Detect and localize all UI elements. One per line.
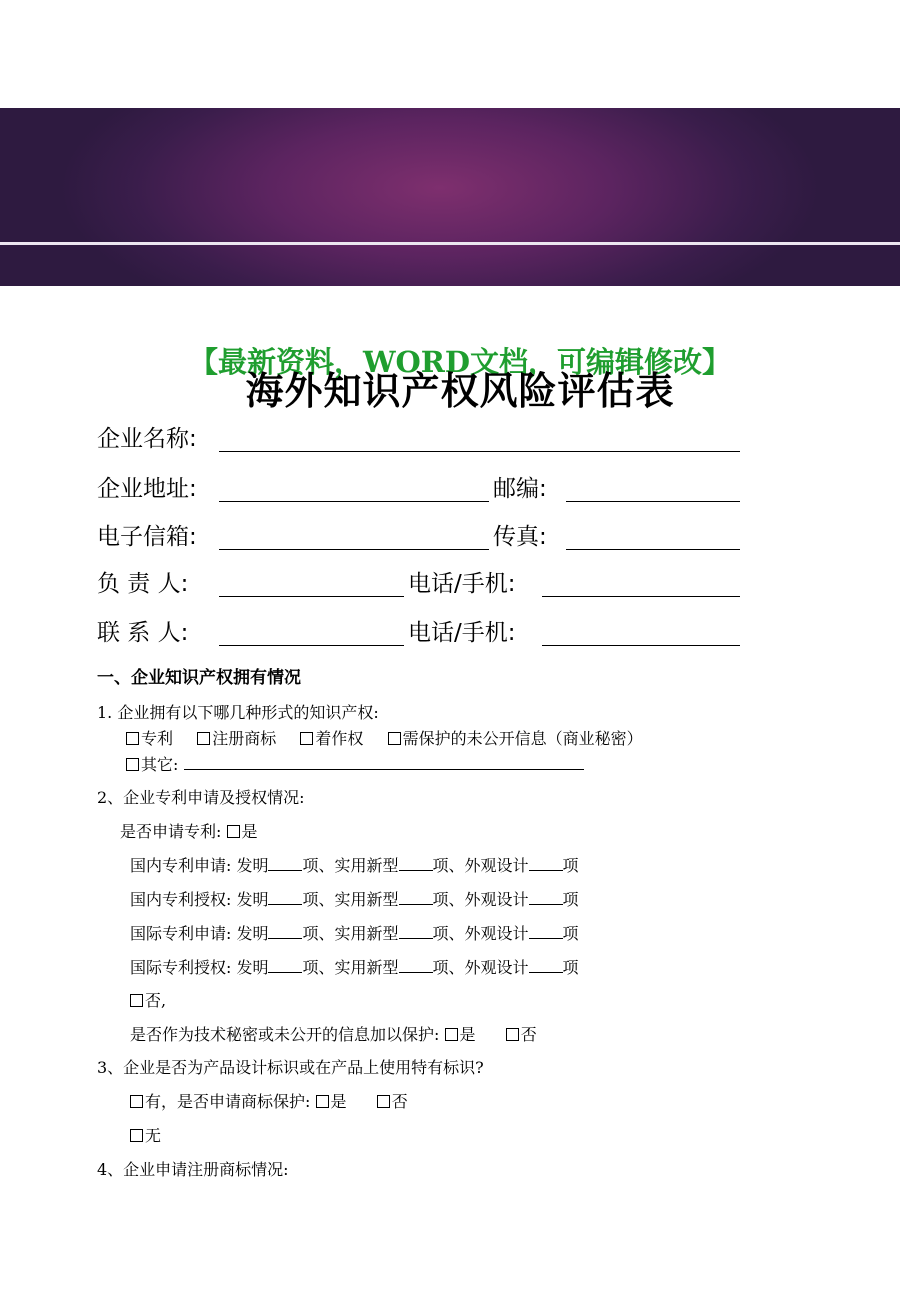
q1-text: 1. 企业拥有以下哪几种形式的知识产权: <box>97 703 379 722</box>
blank-input[interactable] <box>399 890 433 905</box>
have-mark-label: 有，是否申请商标保护: <box>145 1092 311 1111</box>
q2-row-domestic-grant: 国内专利授权: 发明 项、实用新型 项、外观设计 项 <box>130 890 579 909</box>
fax-input[interactable] <box>566 549 740 550</box>
blank-input[interactable] <box>268 890 302 905</box>
secret-question-label: 是否作为技术秘密或未公开的信息加以保护: <box>130 1025 440 1044</box>
q3-have <box>130 1091 408 1113</box>
blank-input[interactable] <box>268 958 302 973</box>
option-other-label: 其它: <box>141 755 179 774</box>
no-mark-label: 无 <box>145 1126 162 1145</box>
checkbox-trademark-no[interactable] <box>377 1095 390 1108</box>
trademark-no-label: 否 <box>391 1092 408 1111</box>
company-name-input[interactable] <box>219 451 740 452</box>
email-label: 电子信箱: <box>97 524 197 550</box>
phone2-input[interactable] <box>542 645 740 646</box>
checkbox-no-mark[interactable] <box>130 1129 143 1142</box>
blank-input[interactable] <box>529 958 563 973</box>
person-in-charge-label: 负 责 人: <box>97 571 189 597</box>
postcode-label: 邮编: <box>493 476 547 502</box>
checkbox-patent[interactable] <box>126 732 139 745</box>
q3-text: 3、企业是否为产品设计标识或在产品上使用特有标识? <box>97 1058 484 1077</box>
blank-input[interactable] <box>529 924 563 939</box>
postcode-input[interactable] <box>566 501 740 502</box>
other-input[interactable] <box>184 755 584 770</box>
blank-input[interactable] <box>529 890 563 905</box>
checkbox-trademark-yes[interactable] <box>316 1095 329 1108</box>
q2-row-intl-apply: 国际专利申请: 发明 项、实用新型 项、外观设计 项 <box>130 924 579 943</box>
blank-input[interactable] <box>529 856 563 871</box>
option-trademark-label: 注册商标 <box>212 729 277 748</box>
company-address-input[interactable] <box>219 501 489 502</box>
checkbox-have-mark[interactable] <box>130 1095 143 1108</box>
q2-row-domestic-apply: 国内专利申请: 发明 项、实用新型 项、外观设计 项 <box>130 856 579 875</box>
q2-secret <box>130 1024 537 1046</box>
blank-input[interactable] <box>268 856 302 871</box>
company-name-label: 企业名称: <box>97 426 197 452</box>
phone2-label: 电话/手机: <box>408 620 516 646</box>
field-contact-person <box>97 618 747 648</box>
q4-text: 4、企业申请注册商标情况: <box>97 1160 289 1179</box>
q2-applied-label: 是否申请专利: <box>120 822 222 841</box>
option-copyright-label: 着作权 <box>315 729 364 748</box>
field-email <box>97 522 747 552</box>
phone1-label: 电话/手机: <box>408 571 516 597</box>
trademark-yes-label: 是 <box>330 1092 347 1111</box>
email-input[interactable] <box>219 549 489 550</box>
q2-no <box>130 990 166 1012</box>
applied-yes-label: 是 <box>241 822 258 841</box>
company-address-label: 企业地址: <box>97 476 197 502</box>
q3-none <box>130 1125 161 1147</box>
page-title: 海外知识产权风险评估表 <box>245 369 675 413</box>
banner-divider <box>0 242 900 245</box>
q1-options <box>126 728 643 750</box>
q2-row-intl-grant: 国际专利授权: 发明 项、实用新型 项、外观设计 项 <box>130 958 579 977</box>
checkbox-applied-no[interactable] <box>130 994 143 1007</box>
option-patent-label: 专利 <box>141 729 174 748</box>
person-in-charge-input[interactable] <box>219 596 404 597</box>
header-banner <box>0 108 900 286</box>
blank-input[interactable] <box>399 958 433 973</box>
section1-heading: 一、企业知识产权拥有情况 <box>97 668 301 688</box>
option-trade-secret-label: 需保护的未公开信息（商业秘密） <box>402 729 643 748</box>
watermark: 【最新资料，WORD文档，可编辑修改】 <box>188 345 732 379</box>
field-company-address <box>97 474 747 504</box>
q1-other <box>126 754 584 776</box>
field-company-name <box>97 424 747 454</box>
q2-applied <box>120 821 258 843</box>
checkbox-trademark[interactable] <box>197 732 210 745</box>
blank-input[interactable] <box>399 924 433 939</box>
q2-text: 2、企业专利申请及授权情况: <box>97 788 305 807</box>
fax-label: 传真: <box>493 524 547 550</box>
checkbox-copyright[interactable] <box>300 732 313 745</box>
contact-person-input[interactable] <box>219 645 404 646</box>
blank-input[interactable] <box>268 924 302 939</box>
secret-no-label: 否 <box>520 1025 537 1044</box>
phone1-input[interactable] <box>542 596 740 597</box>
checkbox-trade-secret[interactable] <box>388 732 401 745</box>
checkbox-applied-yes[interactable] <box>227 825 240 838</box>
checkbox-secret-yes[interactable] <box>445 1028 458 1041</box>
contact-person-label: 联 系 人: <box>97 620 189 646</box>
secret-yes-label: 是 <box>459 1025 476 1044</box>
checkbox-secret-no[interactable] <box>506 1028 519 1041</box>
checkbox-other[interactable] <box>126 758 139 771</box>
applied-no-label: 否, <box>145 991 167 1010</box>
field-person-in-charge <box>97 569 747 599</box>
blank-input[interactable] <box>399 856 433 871</box>
